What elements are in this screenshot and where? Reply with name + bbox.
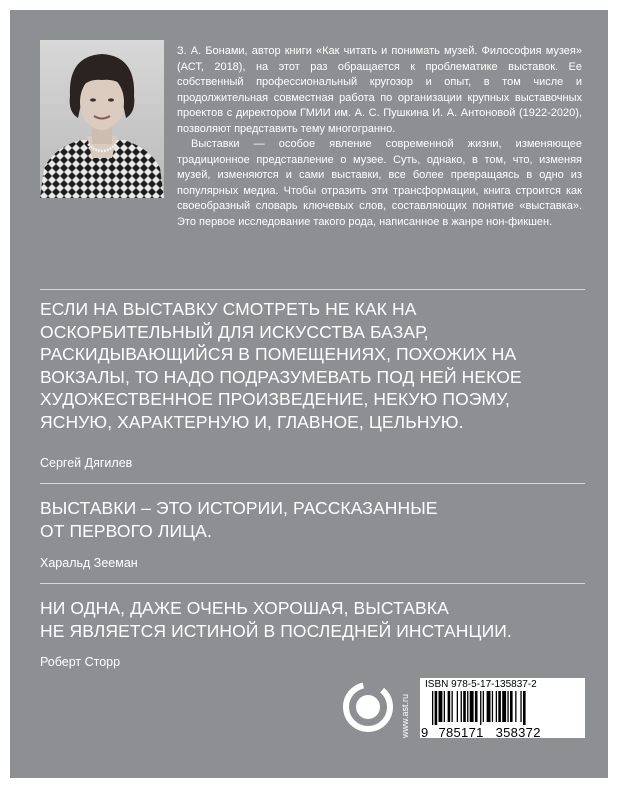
barcode-bar xyxy=(498,691,501,722)
quote-line: РАСКИДЫВАЮЩИЙСЯ В ПОМЕЩЕНИЯХ, ПОХОЖИХ НА xyxy=(40,344,517,364)
barcode-bar xyxy=(515,691,516,722)
quote-1-text xyxy=(40,298,522,433)
barcode-bar xyxy=(492,691,493,722)
isbn-number: ISBN 978-5-17-135837-2 xyxy=(425,679,537,690)
barcode-bar xyxy=(439,691,443,722)
barcode-bar xyxy=(507,691,508,722)
barcode-bar xyxy=(432,691,433,725)
ean-digits xyxy=(421,725,541,740)
quote-line: ОСКОРБИТЕЛЬНЫЙ ДЛЯ ИСКУССТВА БАЗАР, xyxy=(40,321,429,342)
ean-first: 9 xyxy=(421,725,429,740)
barcode-bar xyxy=(463,691,466,722)
quote-line: ЕСЛИ НА ВЫСТАВКУ СМОТРЕТЬ НЕ КАК НА xyxy=(40,299,417,319)
quote-2-author: Харальд Зееман xyxy=(40,556,138,570)
author-photo xyxy=(40,40,164,198)
bio-paragraph-1: З. А. Бонами, автор книги «Как читать и понимать музей. Философия музея» (АСТ, 2018), на этот раз обращается к проблематике выставок. Ее собственный профессиональный кругозор и опыт, в том числе и продолжительная совместная работа по организации крупных выставочных проектов с директором ГМИИ им. А. С. Пушкина И. А. Антоновой (1922-2020), позволяют представить тему многогранно. xyxy=(177,45,582,135)
barcode-bar xyxy=(496,691,497,722)
quote-line: ОТ ПЕРВОГО ЛИЦА. xyxy=(40,520,212,541)
barcode-bar xyxy=(470,691,474,722)
divider-2 xyxy=(40,583,585,584)
quote-line: ВОКЗАЛЫ, ТО НАДО ПОДРАЗУМЕВАТЬ ПОД НЕЙ НЕКОЕ xyxy=(40,366,522,387)
quote-3-author: Роберт Сторр xyxy=(40,655,121,669)
barcode-bar xyxy=(520,691,521,722)
divider-top xyxy=(40,289,585,290)
ean-right: 358372 xyxy=(495,725,541,740)
quote-line: ЯСНУЮ, ХАРАКТЕРНУЮ И, ГЛАВНОЕ, ЦЕЛЬНУЮ. xyxy=(40,411,464,432)
publisher-logo-icon xyxy=(342,681,394,733)
publisher-website: www.ast.ru xyxy=(400,694,410,739)
quote-3-text xyxy=(40,597,512,642)
ean-left: 785171 xyxy=(438,725,484,740)
author-bio xyxy=(177,44,582,230)
barcode-bar xyxy=(452,691,453,722)
barcode-bar xyxy=(483,691,484,722)
quote-line: НИ ОДНА, ДАЖЕ ОЧЕНЬ ХОРОШАЯ, ВЫСТАВКА xyxy=(40,598,449,618)
bio-paragraph-2: Выставки — особое явление современной жизни, изменяющее традиционное представление о музее. Суть, однако, в том, что, изменяя музей, изменяются и сами выставки, все более превращаясь в одно из популярных медиа. Чтобы отразить эти трансформации, книга строится как своеобразный словарь ключевых слов, составляющих понятие «выставка». Это первое исследование такого рода, написанное в жанре нон-фикшен. xyxy=(177,138,582,228)
quote-1-author: Сергей Дягилев xyxy=(40,456,133,470)
barcode-bar xyxy=(523,691,526,725)
barcode-bar xyxy=(510,691,513,722)
barcode-bar xyxy=(444,691,445,722)
barcode-bar xyxy=(475,691,478,722)
divider-1 xyxy=(40,483,585,484)
barcode-bar xyxy=(487,691,491,722)
quote-line: НЕ ЯВЛЯЕТСЯ ИСТИНОЙ В ПОСЛЕДНЕЙ ИНСТАНЦИИ. xyxy=(40,620,512,641)
barcode-bar xyxy=(461,691,462,722)
barcode-bar xyxy=(448,691,451,722)
barcode-bar xyxy=(457,691,458,722)
barcode-bar xyxy=(480,691,481,725)
barcode-bars xyxy=(432,691,574,725)
barcode-panel xyxy=(420,678,585,738)
quote-2-text xyxy=(40,497,438,542)
quote-line: ВЫСТАВКИ – ЭТО ИСТОРИИ, РАССКАЗАННЫЕ xyxy=(40,498,438,518)
quote-line: ХУДОЖЕСТВЕННОЕ ПРОИЗВЕДЕНИЕ, НЕКУЮ ПОЭМУ, xyxy=(40,389,510,409)
barcode-bar xyxy=(467,691,468,722)
barcode-bar xyxy=(502,691,506,722)
barcode-bar xyxy=(435,691,438,725)
